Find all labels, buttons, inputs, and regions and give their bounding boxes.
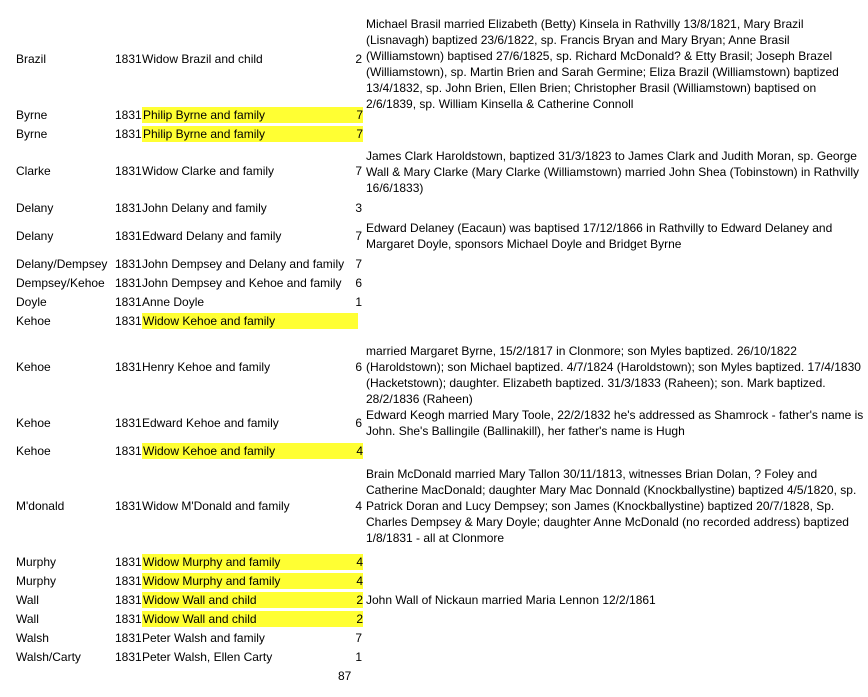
surname: Kehoe [16,360,51,374]
note: Brain McDonald married Mary Tallon 30/11/1813, witnesses Brian Dolan, ? Foley and Catherine MacDonald; daughter Mary Mac Donnald (Knockballystine) baptized 4/5/1820, sp. Patrick Doran and Lucy Dempsey; son James (Knockballystine) baptized 20/7/1828, Sp. Charles Dempsey & Mary Doyle; daughter Anne McDonald (no recorded address) baptized 1/8/1831 - all at Clonmore [366,467,857,545]
household-count: 7 [342,126,363,142]
household: Widow Murphy and family [142,554,358,570]
surname: Doyle [16,295,47,309]
household: Edward Kehoe and family [142,416,279,430]
household-count: 1 [355,295,362,309]
household-count: 6 [355,416,362,430]
year: 1831 [115,593,142,607]
year: 1831 [115,127,142,141]
note: Edward Keogh married Mary Toole, 22/2/1832 he's addressed as Shamrock - father's name is John. She's Ballingile (Ballinakill), her father's name is Hugh [366,408,864,438]
surname: Walsh [16,631,49,645]
surname: Byrne [16,108,48,122]
household: Edward Delany and family [142,229,282,243]
household-count: 7 [355,257,362,271]
year: 1831 [115,314,142,328]
year: 1831 [115,257,142,271]
household-count: 6 [355,276,362,290]
household: John Dempsey and Kehoe and family [142,276,342,290]
table-row [0,275,868,294]
household: Philip Byrne and family [142,126,358,142]
year: 1831 [115,612,142,626]
table-row [0,200,868,219]
note: James Clark Haroldstown, baptized 31/3/1823 to James Clark and Judith Moran, sp. George Wall & Mary Clarke (Mary Clarke (Williamstown) married John Shea (Tobinstown) in Rathvilly 16/6/1833) [366,149,860,195]
note: Michael Brasil married Elizabeth (Betty) Kinsela in Rathvilly 13/8/1821, Mary Brazil (Lisnavagh) baptized 23/6/1822, sp. Francis Bryan and Mary Bryan; Anne Brasil (Williamstown) baptised 27/6/1825, sp. Richard McDonald? & Etty Brasil; Joseph Brazel (Williamstown), sp. Martin Brien and Sarah Germine; Eliza Brazil (Williamstown) baptized 13/4/1832, sp. John Brien, Ellen Brien; Christopher Brasil (Williamstown) baptised on 2/6/1839, sp. William Kinsella & Catherine Connoll [366,17,839,111]
surname: Byrne [16,127,48,141]
year: 1831 [115,444,142,458]
household: Widow M'Donald and family [142,499,290,513]
table-row [0,630,868,649]
table-row [0,649,868,668]
year: 1831 [115,108,142,122]
year: 1831 [115,52,142,66]
page-number: 87 [338,669,352,683]
table-row [0,466,868,548]
table-row [0,554,868,573]
year: 1831 [115,574,142,588]
table-row [0,573,868,592]
table-row [0,592,868,611]
year: 1831 [115,499,142,513]
note: John Wall of Nickaun married Maria Lennon 12/2/1861 [366,593,656,607]
surname: Wall [16,593,39,607]
year: 1831 [115,295,142,309]
household: Peter Walsh and family [142,631,265,645]
household-count: 1 [355,650,362,664]
household-count: 4 [355,499,362,513]
year: 1831 [115,631,142,645]
surname: Delany [16,229,54,243]
year: 1831 [115,276,142,290]
table-row [0,126,868,145]
household: Widow Kehoe and family [142,313,358,329]
household-count: 4 [342,573,363,589]
year: 1831 [115,229,142,243]
surname: Walsh/Carty [16,650,81,664]
household: Peter Walsh, Ellen Carty [142,650,273,664]
year: 1831 [115,555,142,569]
surname: Clarke [16,164,51,178]
household-count: 7 [355,164,362,178]
year: 1831 [115,164,142,178]
household-count: 7 [342,107,363,123]
surname: Delany [16,201,54,215]
surname: M'donald [16,499,65,513]
household-count: 2 [342,611,363,627]
year: 1831 [115,360,142,374]
household-count: 7 [355,631,362,645]
household: Widow Clarke and family [142,164,275,178]
household: Widow Brazil and child [142,52,263,66]
surname: Brazil [16,52,47,66]
household: John Delany and family [142,201,267,215]
household-count: 4 [342,443,363,459]
household-count: 2 [342,592,363,608]
surname: Murphy [16,555,57,569]
surname: Kehoe [16,314,51,328]
household-count: 3 [355,201,362,215]
surname: Dempsey/Kehoe [16,276,105,290]
surname: Murphy [16,574,57,588]
surname: Kehoe [16,416,51,430]
table-row [0,313,868,332]
note: married Margaret Byrne, 15/2/1817 in Clonmore; son Myles baptized. 26/10/1822 (Haroldstown); son Michael baptized. 4/7/1824 (Haroldstown); son Myles baptized. 17/4/1830 (Hacketstown); daughter. Elizabeth baptized. 31/3/1833 (Raheen); son. Mark baptized. 28/2/1836 (Raheen) [366,344,861,406]
year: 1831 [115,201,142,215]
household: Widow Kehoe and family [142,443,358,459]
surname: Wall [16,612,39,626]
household: Anne Doyle [142,295,205,309]
household-count: 7 [355,229,362,243]
surname: Kehoe [16,444,51,458]
table-row [0,294,868,313]
household: Henry Kehoe and family [142,360,271,374]
table-row [0,107,868,126]
table-row [0,220,868,254]
household: John Dempsey and Delany and family [142,257,345,271]
household: Widow Wall and child [142,592,358,608]
surname: Delany/Dempsey [16,257,108,271]
year: 1831 [115,650,142,664]
household-count: 4 [342,554,363,570]
household-count: 6 [355,360,362,374]
household: Philip Byrne and family [142,107,358,123]
table-row [0,443,868,462]
note: Edward Delaney (Eacaun) was baptised 17/12/1866 in Rathvilly to Edward Delaney and Margaret Doyle, sponsors Michael Doyle and Bridget Byrne [366,221,833,251]
table-row [0,343,868,407]
household: Widow Murphy and family [142,573,358,589]
table-row [0,148,868,196]
year: 1831 [115,416,142,430]
table-row [0,256,868,275]
household: Widow Wall and child [142,611,358,627]
table-row [0,16,868,111]
table-row [0,407,868,441]
household-count: 2 [355,52,362,66]
table-row [0,611,868,630]
